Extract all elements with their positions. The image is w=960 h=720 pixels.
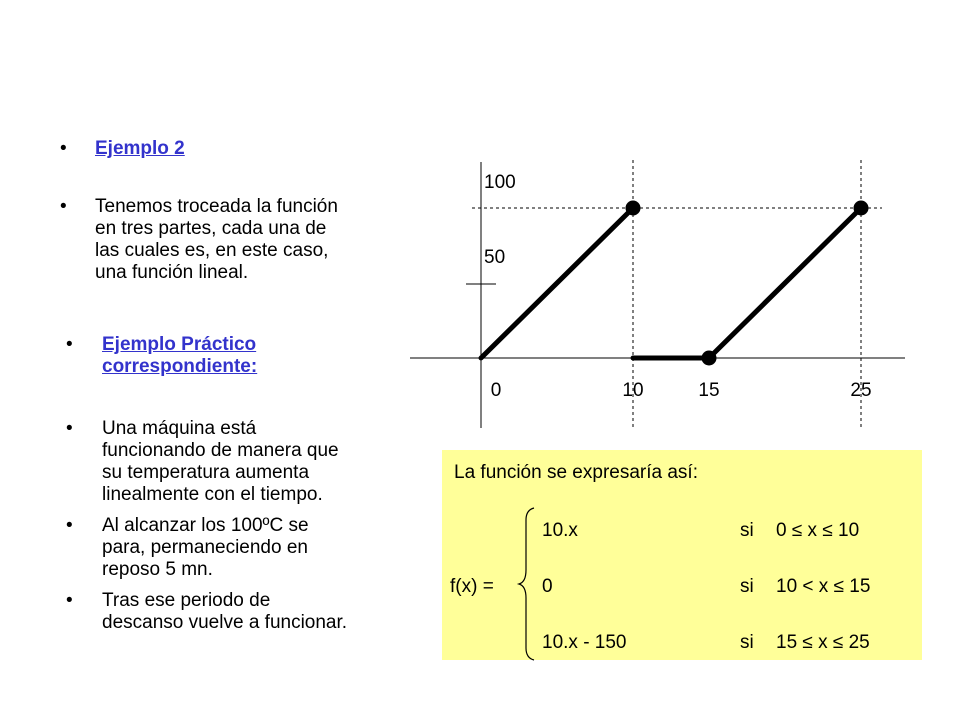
practical-title-line[interactable]: Ejemplo Práctico [102, 334, 257, 355]
description-line: Tenemos troceada la función [95, 196, 338, 217]
closed-endpoint [854, 201, 869, 216]
formula-intro: La función se expresaría así: [454, 462, 698, 483]
point1-line: linealmente con el tiempo. [102, 484, 323, 505]
case-si-3: si [740, 632, 754, 653]
x-tick-label: 25 [850, 380, 872, 401]
point3-line: descanso vuelve a funcionar. [102, 612, 348, 633]
bullet-dot: • [66, 590, 73, 611]
point2-line: reposo 5 mn. [102, 559, 213, 580]
formula-lhs: f(x) = [450, 576, 494, 597]
point3-line: Tras ese periodo de [102, 590, 271, 611]
x-tick-label: 10 [622, 380, 644, 401]
graph-guides [472, 160, 882, 428]
graph-points [626, 201, 869, 366]
point1-line: funcionando de manera que [102, 440, 339, 461]
case-cond-2: 10 < x ≤ 15 [776, 576, 871, 597]
case-expr-3: 10.x - 150 [542, 632, 627, 653]
x-tick-label: 15 [698, 380, 720, 401]
description-line: una función lineal. [95, 262, 249, 283]
closed-endpoint [626, 201, 641, 216]
point1-line: Una máquina está [102, 418, 257, 439]
closed-endpoint [702, 351, 717, 366]
function-segment [481, 208, 633, 358]
bullet-dot: • [66, 418, 73, 439]
practical-title-line[interactable]: correspondiente: [102, 356, 258, 377]
y-tick-label: 50 [484, 247, 506, 268]
graph-segments [481, 208, 861, 358]
bullet-dot: • [60, 138, 67, 159]
case-expr-1: 10.x [542, 520, 578, 541]
y-tick-label: 100 [484, 172, 516, 193]
case-si-2: si [740, 576, 754, 597]
curly-brace-icon [516, 506, 538, 662]
description-line: las cuales es, en este caso, [95, 240, 329, 261]
x-tick-label: 0 [490, 380, 502, 401]
point2-line: Al alcanzar los 100ºC se [102, 515, 309, 536]
function-segment [709, 208, 861, 358]
point1-line: su temperatura aumenta [102, 462, 310, 483]
point2-line: para, permaneciendo en [102, 537, 308, 558]
case-expr-2: 0 [542, 576, 553, 597]
graph-labels [484, 172, 872, 401]
description-line: en tres partes, cada una de [95, 218, 327, 239]
example2-title[interactable]: Ejemplo 2 [95, 138, 185, 159]
bullet-dot: • [66, 515, 73, 536]
case-cond-1: 0 ≤ x ≤ 10 [776, 520, 860, 541]
case-si-1: si [740, 520, 754, 541]
formula-box [442, 450, 922, 660]
bullet-dot: • [66, 334, 73, 355]
bullet-dot: • [60, 196, 67, 217]
case-cond-3: 15 ≤ x ≤ 25 [776, 632, 870, 653]
